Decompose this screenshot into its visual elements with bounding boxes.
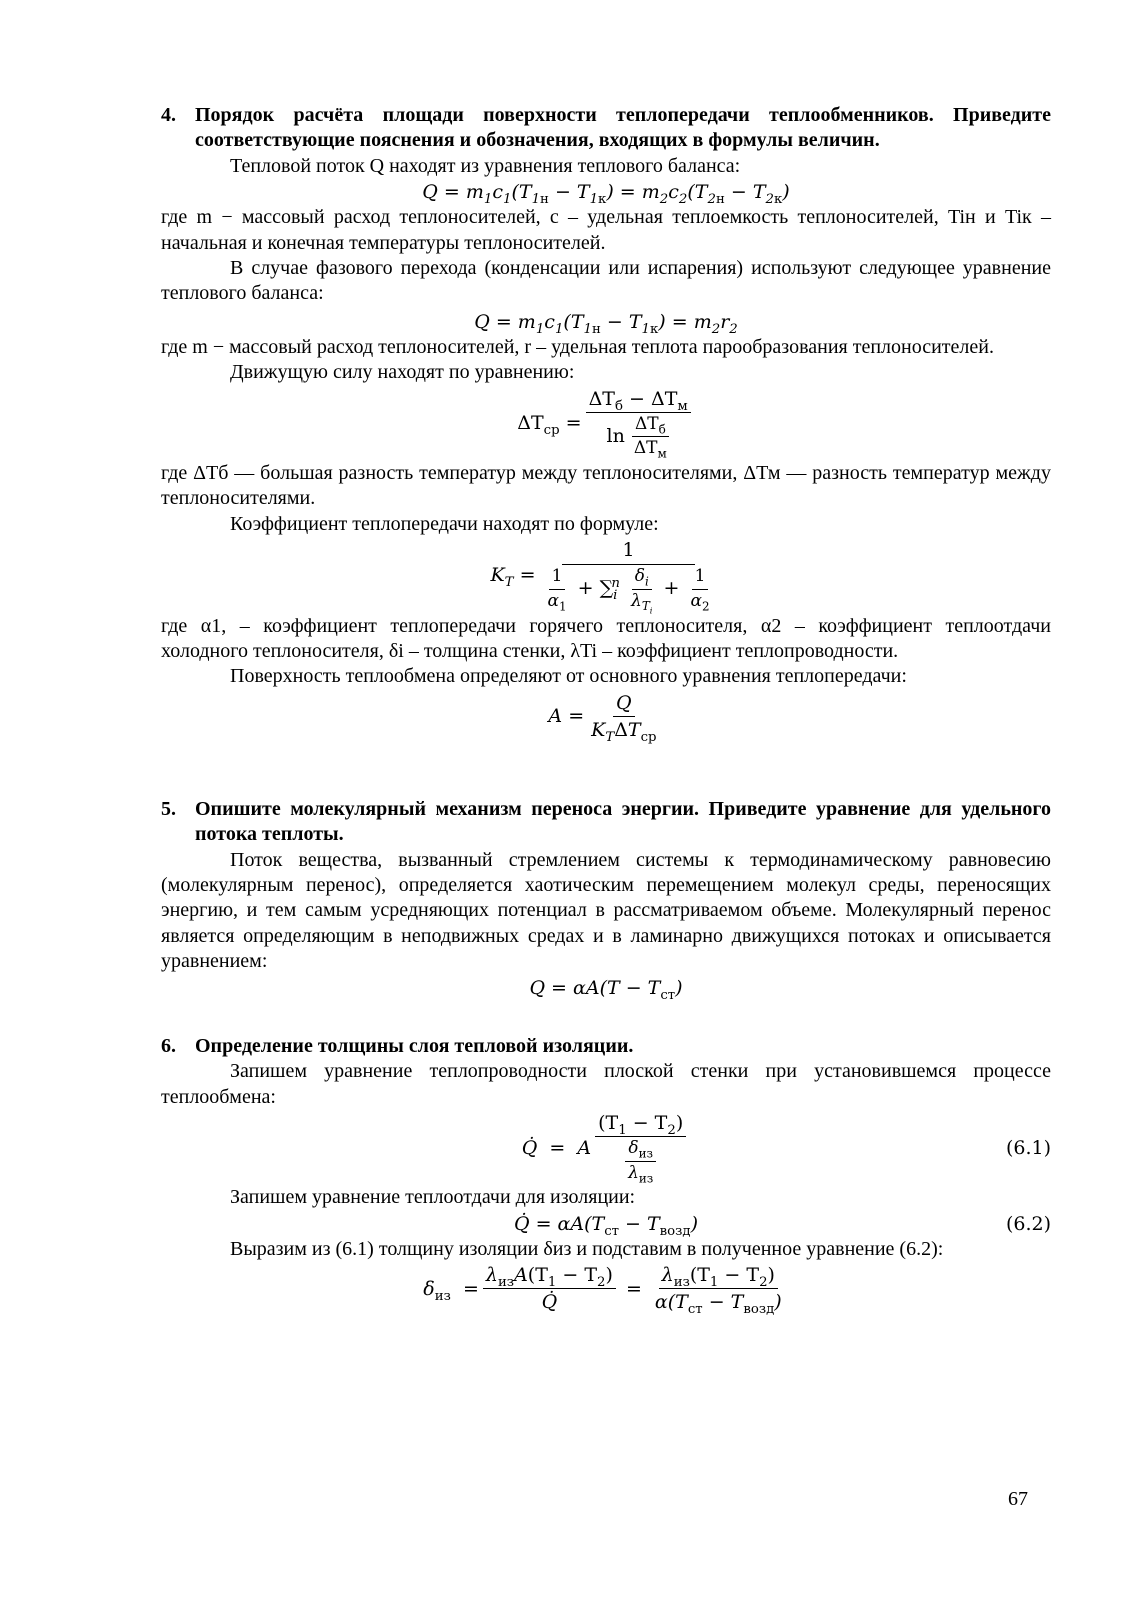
section-5-number: 5. <box>161 797 176 820</box>
section-6-number: 6. <box>161 1034 176 1057</box>
equation-insulation-thickness: $\delta_{из}$ = $\frac{\lambda_{из}A(Т_1 - Т_2)}{Q̇}$ = $\frac{\lambda_{из}(Т_1 - Т_2)}{\alpha(T_{ст} - T_{возд})}$ <box>423 1264 782 1318</box>
section-6-title: Определение толщины слоя тепловой изоляции. <box>195 1034 634 1057</box>
section-4-number: 4. <box>161 104 176 126</box>
sec4-where-4: где α1, – коэффициент теплопередачи горячего теплоносителя, α2 – коэффициент теплоотдачи холодного теплоносителя, δi – толщина стенки, λTi – коэффициент теплопроводности. <box>161 614 1051 662</box>
sec5-paragraph-1: Поток вещества, вызванный стремлением системы к термодинамическому равновесию (молекулярным перенос), определяется хаотическим перемещением молекул среды, переносящих энергию, и тем самым усредняющих потенциал в рассматриваемом объеме. Молекулярный перенос является определяющим в неподвижных средах и в ламинарно движущихся потоках и описывается уравнением: <box>161 848 1051 973</box>
sec4-where-1: где m − массовый расход теплоносителей, c – удельная теплоемкость теплоносителей, Tiн и Tiк – начальная и конечная температуры теплоносителей. <box>161 206 1051 254</box>
sec4-paragraph-3: Движущую силу находят по уравнению: <box>230 361 575 384</box>
sec4-paragraph-4: Коэффициент теплопередачи находят по формуле: <box>230 512 659 535</box>
section-5-title: Опишите молекулярный механизм переноса энергии. Приведите уравнение для удельного потока теплоты. <box>195 797 1051 846</box>
section-4-title: Порядок расчёта площади поверхности теплопередачи теплообменников. Приведите соответствующие пояснения и обозначения, входящих в формулы величин. <box>195 104 1051 152</box>
equation-molecular-transfer: $Q = \alpha A(T - T_{ст})$ <box>529 976 683 1003</box>
sec4-where-2: где m − массовый расход теплоносителей, r – удельная теплота парообразования теплоносителей. <box>161 335 994 358</box>
equation-heat-exchange-area: A = $\frac{Q}{K_T\Delta T_{ср}}$ <box>548 691 657 745</box>
sec6-paragraph-3: Выразим из (6.1) толщину изоляции δиз и подставим в полученное уравнение (6.2): <box>230 1237 944 1260</box>
sec6-paragraph-2: Запишем уравнение теплоотдачи для изоляции: <box>230 1186 636 1209</box>
equation-6-1: Q̇ = A $\frac{(Т_1 - Т_2)}{\frac{\delta_{из}}{\lambda_{из}}}$ (6.1) <box>521 1111 1051 1186</box>
equation-phase-balance: $Q = m_1c_1(T_{1н} - T_{1к}) = m_2r_2$ <box>474 310 738 337</box>
equation-heat-transfer-coefficient: $K_T$ = 1 $\frac{1}{\alpha_1}$ + $\sum_i^n$ $\frac{\delta_i}{\lambda_{T_i}}$ + $\frac{1}{\alpha_2}$ <box>490 539 710 616</box>
equation-6-2: Q̇ = $\alpha A(T_{ст} - T_{возд})$ (6.2) <box>513 1212 1051 1239</box>
sec4-paragraph-5: Поверхность теплообмена определяют от основного уравнения теплопередачи: <box>230 665 907 688</box>
page-content <box>161 103 1051 1318</box>
sec4-paragraph-2: В случае фазового перехода (конденсации или испарения) используют следующее уравнение теплового баланса: <box>161 257 1051 305</box>
sec4-paragraph-1: Тепловой поток Q находят из уравнения теплового баланса: <box>230 154 741 177</box>
equation-driving-force: $\Delta Т_{ср}$ = $\Delta Т_б - \Delta Т_м$ ln $\frac{\Delta Т_б}{\Delta Т_м}$ <box>161 387 1051 460</box>
sec6-paragraph-1: Запишем уравнение теплопроводности плоской стенки при установившемся процессе теплообмена: <box>161 1060 1051 1108</box>
section-4-heading <box>161 103 1051 154</box>
page-number: 67 <box>1008 1488 1028 1510</box>
sec4-where-3: где ΔТб — большая разность температур между теплоносителями, ΔТм — разность температур между теплоносителями. <box>161 462 1051 510</box>
section-6-heading <box>161 1034 1051 1059</box>
equation-heat-balance: $Q = m_1c_1(T_{1н} - T_{1к}) = m_2c_2(T_{2н} - T_{2к})$ <box>422 181 790 207</box>
equation-6-1-number: (6.1) <box>1005 1136 1051 1159</box>
section-5-heading <box>161 797 1051 848</box>
equation-6-2-number: (6.2) <box>1005 1212 1051 1235</box>
